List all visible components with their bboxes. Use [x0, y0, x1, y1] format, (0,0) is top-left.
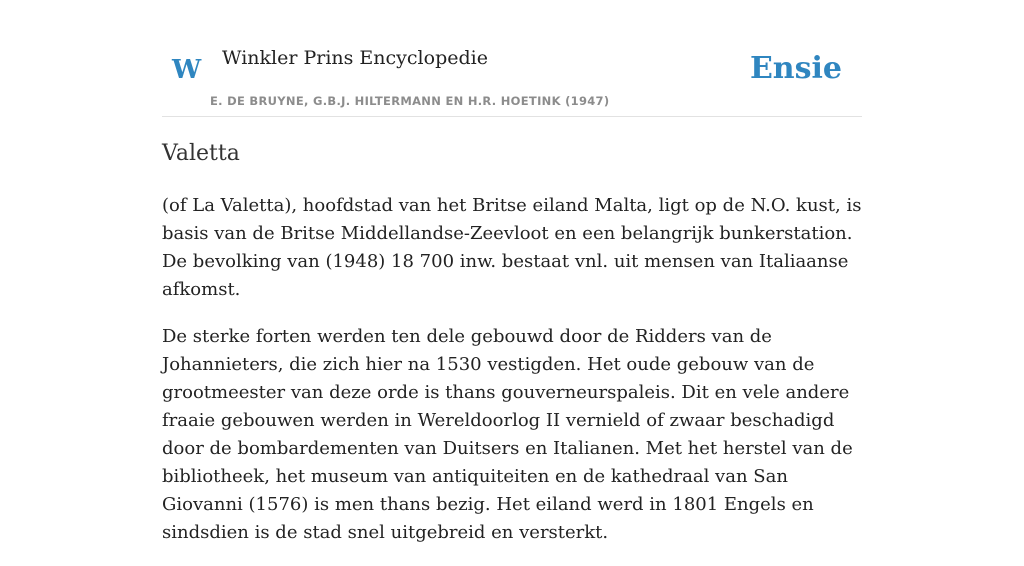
source-title[interactable]: Winkler Prins Encyclopedie	[222, 47, 488, 69]
article-headword: Valetta	[162, 141, 240, 166]
source-authors: E. DE BRUYNE, G.B.J. HILTERMANN EN H.R. HOETINK (1947)	[210, 94, 610, 108]
article-paragraph: (of La Valetta), hoofdstad van het Britse eiland Malta, ligt op de N.O. kust, is basis van de Britse Middellandse-Zeevloot en een belangrijk bunkerstation. De bevolking van (1948) 18 700 inw. bestaat vnl. uit mensen van Italiaanse afkomst.	[162, 195, 862, 300]
source-header	[162, 0, 862, 117]
ensie-brand-logo[interactable]: Ensie	[749, 51, 842, 86]
article-body	[162, 192, 862, 566]
winkler-prins-logo[interactable]: W	[172, 55, 202, 85]
article-paragraph: De sterke forten werden ten dele gebouwd door de Ridders van de Johannieters, die zich hier na 1530 vestigden. Het oude gebouw van de grootmeester van deze orde is thans gouverneurspaleis. Dit en vele andere fraaie gebouwen werden in Wereldoorlog II vernield of zwaar beschadigd door de bombardementen van Duitsers en Italianen. Met het herstel van de bibliotheek, het museum van antiquiteiten en de kathedraal van San Giovanni (1576) is men thans bezig. Het eiland werd in 1801 Engels en sindsdien is de stad snel uitgebreid en versterkt.	[162, 326, 853, 543]
